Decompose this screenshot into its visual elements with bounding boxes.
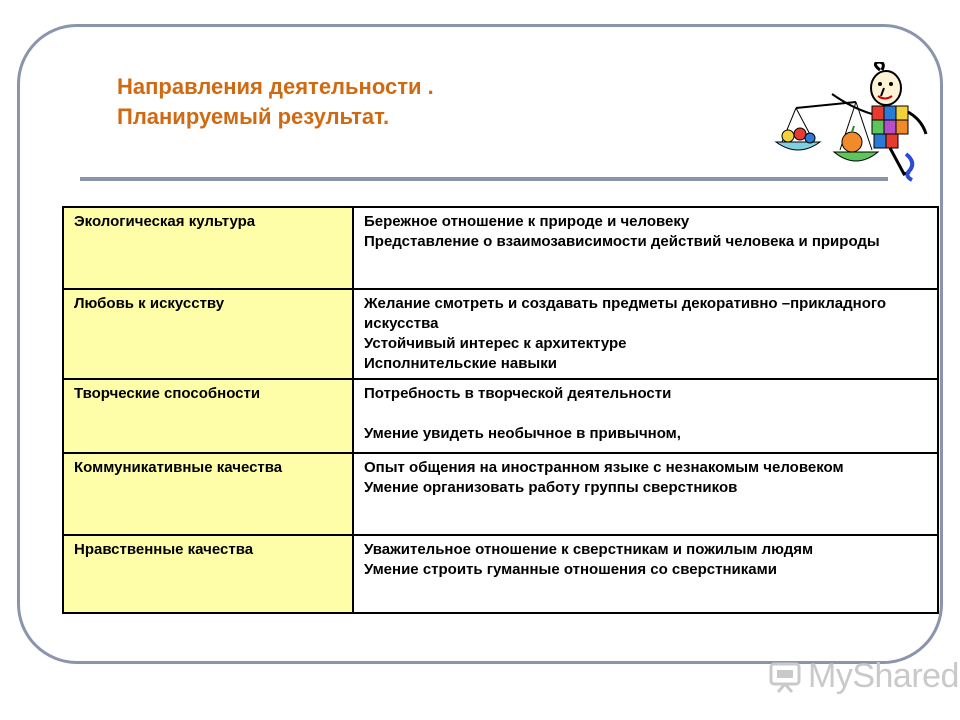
table-row xyxy=(63,453,938,535)
result-line: Умение строить гуманные отношения со сверстниками xyxy=(364,561,777,578)
result-line: Умение увидеть необычное в привычном, xyxy=(364,425,681,442)
direction-cell: Творческие способности xyxy=(63,379,353,453)
table-row xyxy=(63,289,938,379)
table-row xyxy=(63,535,938,613)
result-line: Опыт общения на иностранном языке с незнакомым человеком xyxy=(364,459,844,476)
direction-cell: Экологическая культура xyxy=(63,207,353,289)
result-line: Представление о взаимозависимости действий человека и природы xyxy=(364,233,880,250)
title-divider xyxy=(80,177,888,181)
result-line: Потребность в творческой деятельности xyxy=(364,385,672,402)
direction-cell: Любовь к искусству xyxy=(63,289,353,379)
watermark-text: MyShared xyxy=(808,656,959,695)
result-cell xyxy=(353,453,938,535)
result-cell xyxy=(353,379,938,453)
result-line xyxy=(364,404,929,424)
direction-cell: Нравственные качества xyxy=(63,535,353,613)
scales-figure-icon xyxy=(760,62,950,187)
result-line: Умение организовать работу группы сверстников xyxy=(364,479,738,496)
slide-title xyxy=(117,72,434,132)
title-line-2: Планируемый результат. xyxy=(117,104,390,129)
directions-table xyxy=(62,206,939,614)
result-cell xyxy=(353,207,938,289)
table-row xyxy=(63,379,938,453)
result-line: Уважительное отношение к сверстникам и пожилым людям xyxy=(364,541,814,558)
result-line: Исполнительские навыки xyxy=(364,355,557,372)
direction-cell: Коммуникативные качества xyxy=(63,453,353,535)
table-row xyxy=(63,207,938,289)
result-cell xyxy=(353,535,938,613)
result-line: Желание смотреть и создавать предметы декоративно –прикладного искусства xyxy=(364,295,887,332)
result-cell xyxy=(353,289,938,379)
result-line: Устойчивый интерес к архитектуре xyxy=(364,335,627,352)
presentation-icon xyxy=(768,659,802,693)
result-line: Бережное отношение к природе и человеку xyxy=(364,213,690,230)
title-line-1: Направления деятельности . xyxy=(117,74,434,99)
watermark xyxy=(768,656,959,696)
